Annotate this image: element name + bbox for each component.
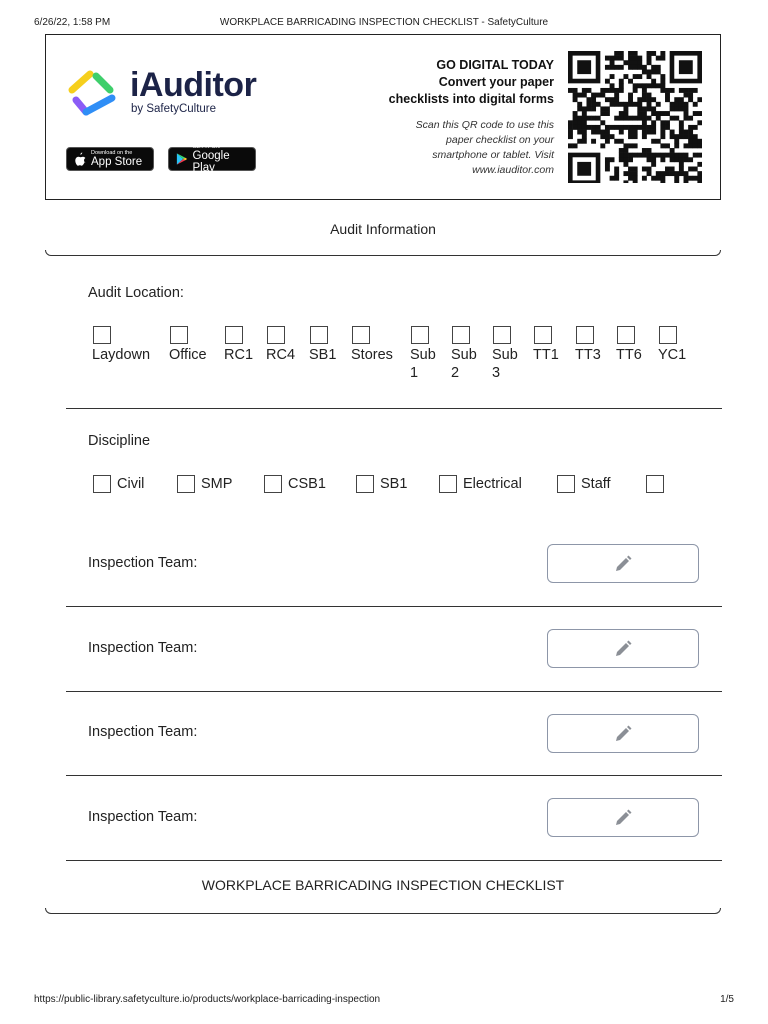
location-option-yc1[interactable]: YC1 xyxy=(658,326,686,364)
checkbox[interactable] xyxy=(493,326,511,344)
divider xyxy=(66,606,722,607)
section-title-checklist: WORKPLACE BARRICADING INSPECTION CHECKLIST xyxy=(201,877,565,893)
note-line: smartphone or tablet. Visit xyxy=(432,149,554,161)
checkbox[interactable] xyxy=(439,475,457,493)
checkbox[interactable] xyxy=(264,475,282,493)
location-option-tt3[interactable]: TT3 xyxy=(575,326,601,364)
promo-line: Convert your paper xyxy=(438,75,554,89)
print-datetime: 6/26/22, 1:58 PM xyxy=(34,17,111,28)
location-option-sub-3[interactable]: Sub 3 xyxy=(492,326,518,382)
location-option-tt1[interactable]: TT1 xyxy=(533,326,559,364)
checkbox[interactable] xyxy=(352,326,370,344)
iauditor-logo-icon xyxy=(66,68,118,120)
divider xyxy=(66,408,722,409)
location-option-laydown[interactable]: Laydown xyxy=(92,326,150,364)
promo-note xyxy=(389,118,554,178)
note-line: paper checklist on your xyxy=(446,134,554,146)
inspection-team-signature-button[interactable] xyxy=(547,544,699,583)
google-play-button[interactable] xyxy=(168,144,256,174)
discipline-option-electrical[interactable]: Electrical xyxy=(439,475,522,493)
google-play-icon xyxy=(176,152,188,166)
inspection-team-label: Inspection Team: xyxy=(88,640,198,656)
checkbox[interactable] xyxy=(659,326,677,344)
checkbox[interactable] xyxy=(646,475,664,493)
promo-line: GO DIGITAL TODAY xyxy=(436,58,554,72)
inspection-team-signature-button[interactable] xyxy=(547,629,699,668)
print-header xyxy=(34,17,734,28)
promo-text xyxy=(389,57,554,178)
divider xyxy=(66,860,722,861)
app-store-button[interactable] xyxy=(66,147,154,171)
checkbox[interactable] xyxy=(93,326,111,344)
checkbox[interactable] xyxy=(356,475,374,493)
checkbox[interactable] xyxy=(225,326,243,344)
location-option-tt6[interactable]: TT6 xyxy=(616,326,642,364)
promo-line: checklists into digital forms xyxy=(388,92,554,106)
checkbox[interactable] xyxy=(310,326,328,344)
checkbox[interactable] xyxy=(267,326,285,344)
divider xyxy=(66,691,722,692)
checkbox[interactable] xyxy=(452,326,470,344)
location-option-rc1[interactable]: RC1 xyxy=(224,326,253,364)
inspection-team-label: Inspection Team: xyxy=(88,809,198,825)
google-play-big-text: Google Play xyxy=(192,150,230,174)
discipline-option-civil[interactable]: Civil xyxy=(93,475,144,493)
inspection-team-signature-button[interactable] xyxy=(547,714,699,753)
brand-subtitle: by SafetyCulture xyxy=(131,103,217,115)
qr-code-icon[interactable] xyxy=(568,51,702,183)
section-divider xyxy=(45,250,721,256)
checkbox[interactable] xyxy=(534,326,552,344)
brand-name: iAuditor xyxy=(130,66,257,104)
note-line: Scan this QR code to use this xyxy=(415,119,554,131)
checkbox[interactable] xyxy=(617,326,635,344)
checkbox[interactable] xyxy=(93,475,111,493)
print-footer xyxy=(34,994,734,1005)
discipline-option-smp[interactable]: SMP xyxy=(177,475,232,493)
location-option-sub-2[interactable]: Sub 2 xyxy=(451,326,477,382)
pencil-icon xyxy=(614,640,632,658)
apple-icon xyxy=(74,152,86,166)
page-url: https://public-library.safetyculture.io/products/workplace-barricading-inspection xyxy=(34,994,381,1005)
location-option-stores[interactable]: Stores xyxy=(351,326,393,364)
inspection-team-label: Inspection Team: xyxy=(88,724,198,740)
app-store-small-text: Download on the xyxy=(91,150,133,156)
pencil-icon xyxy=(614,555,632,573)
section-divider xyxy=(45,908,721,914)
discipline-option-other[interactable] xyxy=(646,475,670,493)
discipline-label: Discipline xyxy=(88,433,151,449)
location-option-rc4[interactable]: RC4 xyxy=(266,326,295,364)
checkbox[interactable] xyxy=(170,326,188,344)
page-number: 1/5 xyxy=(720,994,734,1005)
discipline-option-csb1[interactable]: CSB1 xyxy=(264,475,326,493)
checkbox[interactable] xyxy=(576,326,594,344)
section-title-audit-information: Audit Information xyxy=(330,221,436,237)
pencil-icon xyxy=(614,725,632,743)
location-option-sub-1[interactable]: Sub 1 xyxy=(410,326,436,382)
divider xyxy=(66,775,722,776)
inspection-team-signature-button[interactable] xyxy=(547,798,699,837)
discipline-option-sb1[interactable]: SB1 xyxy=(356,475,407,493)
checkbox[interactable] xyxy=(177,475,195,493)
checkbox[interactable] xyxy=(411,326,429,344)
inspection-team-label: Inspection Team: xyxy=(88,555,198,571)
location-option-office[interactable]: Office xyxy=(169,326,207,364)
discipline-option-staff[interactable]: Staff xyxy=(557,475,611,493)
google-play-small-text: GET IT ON xyxy=(192,144,220,150)
note-line: www.iauditor.com xyxy=(472,164,554,176)
print-title: WORKPLACE BARRICADING INSPECTION CHECKLIST - SafetyCulture xyxy=(219,17,549,28)
iauditor-banner xyxy=(45,34,721,200)
checkbox[interactable] xyxy=(557,475,575,493)
location-option-sb1[interactable]: SB1 xyxy=(309,326,336,364)
app-store-big-text: App Store xyxy=(91,156,143,168)
pencil-icon xyxy=(614,809,632,827)
audit-location-label: Audit Location: xyxy=(88,285,184,301)
